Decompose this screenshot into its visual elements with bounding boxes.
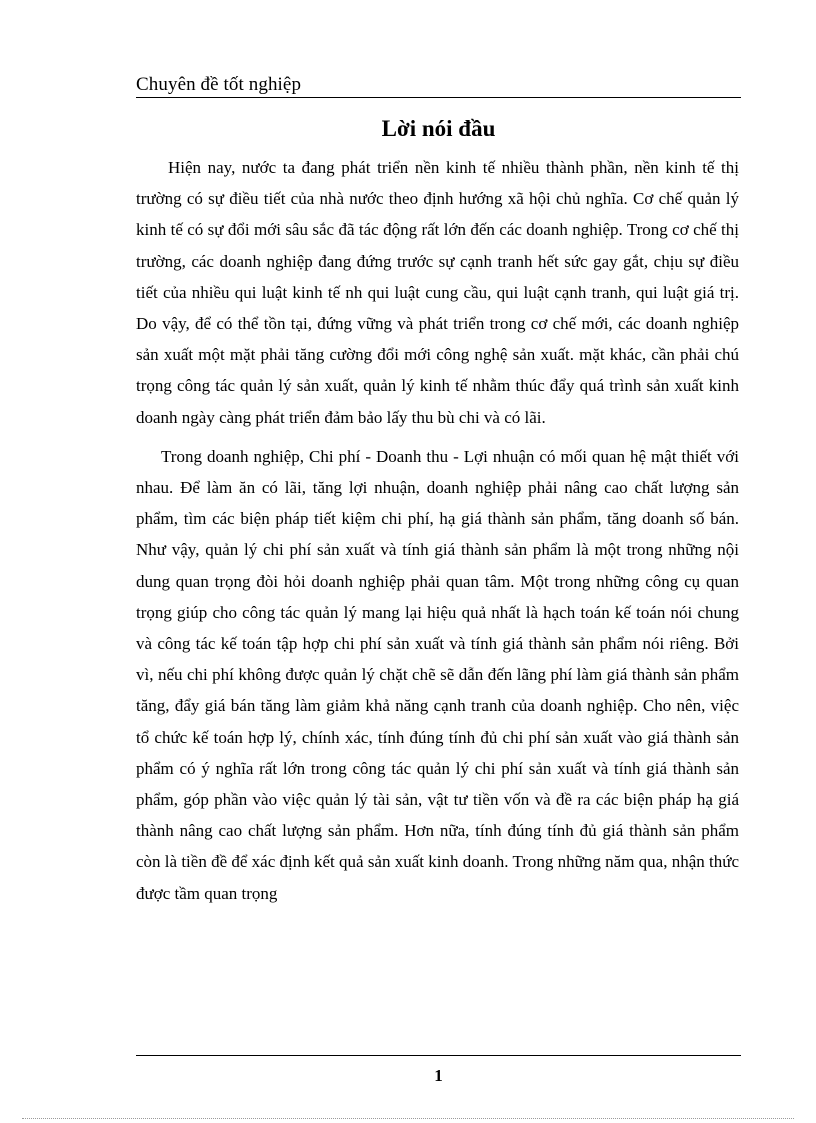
footer-divider xyxy=(136,1055,741,1056)
paragraph-1: Hiện nay, nước ta đang phát triển nền kinh tế nhiều thành phần, nền kinh tế thị trường có sự điều tiết của nhà nước theo định hướng xã hội chủ nghĩa. Cơ chế quản lý kinh tế có sự đổi mới sâu sắc đã tác động rất lớn đến các doanh nghiệp. Trong cơ chế thị trường, các doanh nghiệp đang đứng trước sự cạnh tranh hết sức gay gắt, chịu sự điều tiết của nhiều qui luật kinh tế nh qui luật cung cầu, qui luật cạnh tranh, qui luật giá trị. Do vậy, để có thể tồn tại, đứng vững và phát triển trong cơ chế mới, các doanh nghiệp sản xuất một mặt phải tăng cường đổi mới công nghệ sản xuất. mặt khác, cần phải chú trọng công tác quản lý sản xuất, quản lý kinh tế nhằm thúc đẩy quá trình sản xuất kinh doanh ngày càng phát triển đảm bảo lấy thu bù chi và có lãi. xyxy=(136,158,739,427)
header-divider xyxy=(136,97,741,98)
document-heading: Lời nói đầu xyxy=(381,116,496,141)
page-number: 1 xyxy=(434,1066,443,1085)
paragraph-2: Trong doanh nghiệp, Chi phí - Doanh thu - Lợi nhuận có mối quan hệ mật thiết với nhau. Để làm ăn có lãi, tăng lợi nhuận, doanh nghiệp phải nâng cao chất lượng sản phẩm, tìm các biện pháp tiết kiệm chi phí, hạ giá thành sản phẩm, tăng doanh số bán. Như vậy, quản lý chi phí sản xuất và tính giá thành sản phẩm là một trong những nội dung quan trọng đòi hỏi doanh nghiệp phải quan tâm. Một trong những công cụ quan trọng giúp cho công tác quản lý mang lại hiệu quả nhất là hạch toán kế toán nói chung và công tác kế toán tập hợp chi phí sản xuất và tính giá thành sản phẩm nói riêng. Bởi vì, nếu chi phí không được quản lý chặt chẽ sẽ dẫn đến lãng phí làm giá thành sản phẩm tăng, đẩy giá bán tăng làm giảm khả năng cạnh tranh của doanh nghiệp. Cho nên, việc tổ chức kế toán hợp lý, chính xác, tính đúng tính đủ chi phí sản xuất vào giá thành sản phẩm có ý nghĩa rất lớn trong công tác quản lý chi phí sản xuất và tính giá thành sản phẩm, góp phần vào việc quản lý tài sản, vật tư tiền vốn và đề ra các biện pháp hạ giá thành nâng cao chất lượng sản phẩm. Hơn nữa, tính đúng tính đủ giá thành sản phẩm còn là tiền đề để xác định kết quả sản xuất kinh doanh. Trong những năm qua, nhận thức được tầm quan trọng xyxy=(136,446,739,903)
running-header: Chuyên đề tốt nghiệp xyxy=(136,74,302,95)
page-bottom-border xyxy=(22,1118,794,1119)
body-text xyxy=(136,152,739,917)
